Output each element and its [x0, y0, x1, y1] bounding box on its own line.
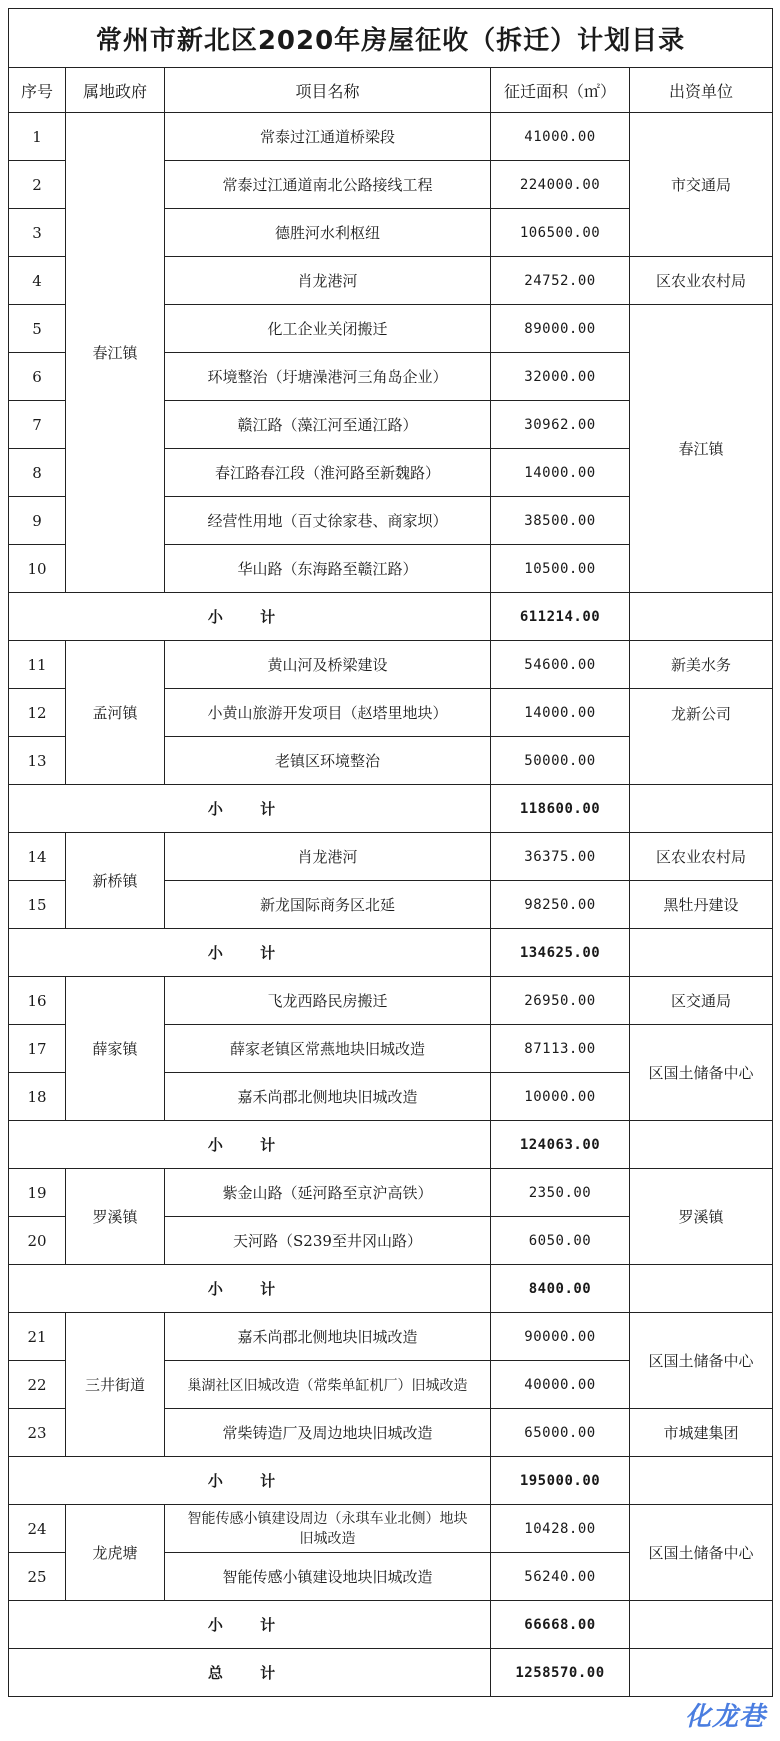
gov-cell: 新桥镇	[66, 833, 165, 929]
area-cell: 32000.00	[491, 353, 630, 401]
subtotal-row	[9, 593, 773, 641]
area-cell: 90000.00	[491, 1313, 630, 1361]
row-index: 2	[9, 161, 66, 209]
project-cell: 薛家老镇区常燕地块旧城改造	[165, 1025, 491, 1073]
area-cell: 10428.00	[491, 1505, 630, 1553]
project-cell: 肖龙港河	[165, 257, 491, 305]
area-cell: 41000.00	[491, 113, 630, 161]
row-index: 6	[9, 353, 66, 401]
subtotal-funder-empty	[630, 1121, 773, 1169]
subtotal-value: 124063.00	[491, 1121, 630, 1169]
subtotal-label: 小 计	[9, 1121, 491, 1169]
row-index: 12	[9, 689, 66, 737]
row-index: 14	[9, 833, 66, 881]
area-cell: 224000.00	[491, 161, 630, 209]
row-index: 19	[9, 1169, 66, 1217]
header-project: 项目名称	[165, 68, 491, 113]
project-cell: 春江路春江段（淮河路至新魏路）	[165, 449, 491, 497]
subtotal-value: 611214.00	[491, 593, 630, 641]
funder-cell: 区交通局	[630, 977, 773, 1025]
table-row	[9, 1505, 773, 1553]
row-index: 9	[9, 497, 66, 545]
subtotal-funder-empty	[630, 929, 773, 977]
gov-cell: 罗溪镇	[66, 1169, 165, 1265]
row-index: 17	[9, 1025, 66, 1073]
area-cell: 14000.00	[491, 449, 630, 497]
demolition-plan-table	[8, 8, 773, 1697]
row-index: 11	[9, 641, 66, 689]
funder-cell: 罗溪镇	[630, 1169, 773, 1265]
gov-cell: 三井街道	[66, 1313, 165, 1457]
area-cell: 14000.00	[491, 689, 630, 737]
subtotal-label: 小 计	[9, 929, 491, 977]
project-cell: 嘉禾尚郡北侧地块旧城改造	[165, 1073, 491, 1121]
funder-cell: 区国土储备中心	[630, 1313, 773, 1409]
project-cell: 智能传感小镇建设地块旧城改造	[165, 1553, 491, 1601]
subtotal-label: 小 计	[9, 1601, 491, 1649]
project-cell: 德胜河水利枢纽	[165, 209, 491, 257]
table-row	[9, 1313, 773, 1361]
row-index: 20	[9, 1217, 66, 1265]
subtotal-funder-empty	[630, 785, 773, 833]
project-cell: 赣江路（藻江河至通江路）	[165, 401, 491, 449]
area-cell: 6050.00	[491, 1217, 630, 1265]
total-value: 1258570.00	[491, 1649, 630, 1697]
document-page	[8, 8, 772, 1697]
project-cell: 环境整治（圩塘澡港河三角岛企业）	[165, 353, 491, 401]
row-index: 3	[9, 209, 66, 257]
area-cell: 106500.00	[491, 209, 630, 257]
subtotal-row	[9, 929, 773, 977]
total-label: 总 计	[9, 1649, 491, 1697]
subtotal-value: 118600.00	[491, 785, 630, 833]
area-cell: 56240.00	[491, 1553, 630, 1601]
area-cell: 54600.00	[491, 641, 630, 689]
subtotal-funder-empty	[630, 1601, 773, 1649]
row-index: 15	[9, 881, 66, 929]
row-index: 18	[9, 1073, 66, 1121]
project-cell: 华山路（东海路至赣江路）	[165, 545, 491, 593]
subtotal-value: 66668.00	[491, 1601, 630, 1649]
row-index: 24	[9, 1505, 66, 1553]
watermark-logo: 化龙巷	[684, 1702, 766, 1732]
gov-cell: 龙虎塘	[66, 1505, 165, 1601]
project-cell: 常柴铸造厂及周边地块旧城改造	[165, 1409, 491, 1457]
table-row	[9, 641, 773, 689]
table-row	[9, 833, 773, 881]
header-area: 征迁面积（㎡）	[491, 68, 630, 113]
area-cell: 26950.00	[491, 977, 630, 1025]
area-cell: 38500.00	[491, 497, 630, 545]
row-index: 16	[9, 977, 66, 1025]
row-index: 21	[9, 1313, 66, 1361]
row-index: 25	[9, 1553, 66, 1601]
subtotal-row	[9, 1601, 773, 1649]
project-cell: 黄山河及桥梁建设	[165, 641, 491, 689]
row-index: 5	[9, 305, 66, 353]
funder-cell: 市城建集团	[630, 1409, 773, 1457]
project-cell: 经营性用地（百丈徐家巷、商家坝）	[165, 497, 491, 545]
project-cell: 常泰过江通道桥梁段	[165, 113, 491, 161]
project-cell: 常泰过江通道南北公路接线工程	[165, 161, 491, 209]
row-index: 23	[9, 1409, 66, 1457]
area-cell: 10000.00	[491, 1073, 630, 1121]
subtotal-value: 8400.00	[491, 1265, 630, 1313]
subtotal-value: 195000.00	[491, 1457, 630, 1505]
area-cell: 30962.00	[491, 401, 630, 449]
subtotal-value: 134625.00	[491, 929, 630, 977]
header-gov: 属地政府	[66, 68, 165, 113]
row-index: 8	[9, 449, 66, 497]
table-row	[9, 1169, 773, 1217]
row-index: 4	[9, 257, 66, 305]
subtotal-label: 小 计	[9, 1265, 491, 1313]
table-title: 常州市新北区2020年房屋征收（拆迁）计划目录	[9, 9, 773, 68]
subtotal-funder-empty	[630, 593, 773, 641]
total-row	[9, 1649, 773, 1697]
subtotal-label: 小 计	[9, 1457, 491, 1505]
subtotal-row	[9, 1121, 773, 1169]
funder-cell: 区国土储备中心	[630, 1025, 773, 1121]
area-cell: 65000.00	[491, 1409, 630, 1457]
funder-cell: 区农业农村局	[630, 833, 773, 881]
gov-cell: 孟河镇	[66, 641, 165, 785]
total-funder-empty	[630, 1649, 773, 1697]
row-index: 10	[9, 545, 66, 593]
row-index: 22	[9, 1361, 66, 1409]
project-cell: 肖龙港河	[165, 833, 491, 881]
header-row	[9, 68, 773, 113]
project-cell: 嘉禾尚郡北侧地块旧城改造	[165, 1313, 491, 1361]
row-index: 1	[9, 113, 66, 161]
project-cell: 紫金山路（延河路至京沪高铁）	[165, 1169, 491, 1217]
funder-cell: 新美水务	[630, 641, 773, 689]
gov-cell: 春江镇	[66, 113, 165, 593]
area-cell: 87113.00	[491, 1025, 630, 1073]
row-index: 7	[9, 401, 66, 449]
project-cell: 新龙国际商务区北延	[165, 881, 491, 929]
project-cell: 小黄山旅游开发项目（赵塔里地块）	[165, 689, 491, 737]
funder-cell: 区国土储备中心	[630, 1505, 773, 1601]
area-cell: 40000.00	[491, 1361, 630, 1409]
header-funder: 出资单位	[630, 68, 773, 113]
funder-cell: 市交通局	[630, 113, 773, 257]
project-cell: 巢湖社区旧城改造（常柴单缸机厂）旧城改造	[165, 1361, 491, 1409]
area-cell: 10500.00	[491, 545, 630, 593]
area-cell: 89000.00	[491, 305, 630, 353]
subtotal-row	[9, 1457, 773, 1505]
table-row	[9, 977, 773, 1025]
funder-cell: 黑牡丹建设	[630, 881, 773, 929]
table-row	[9, 113, 773, 161]
area-cell: 98250.00	[491, 881, 630, 929]
area-cell: 24752.00	[491, 257, 630, 305]
area-cell: 50000.00	[491, 737, 630, 785]
subtotal-funder-empty	[630, 1265, 773, 1313]
header-index: 序号	[9, 68, 66, 113]
subtotal-funder-empty	[630, 1457, 773, 1505]
subtotal-label: 小 计	[9, 593, 491, 641]
subtotal-row	[9, 785, 773, 833]
funder-cell: 龙新公司	[630, 689, 773, 785]
subtotal-label: 小 计	[9, 785, 491, 833]
area-cell: 36375.00	[491, 833, 630, 881]
project-cell: 飞龙西路民房搬迁	[165, 977, 491, 1025]
subtotal-row	[9, 1265, 773, 1313]
row-index: 13	[9, 737, 66, 785]
project-cell: 化工企业关闭搬迁	[165, 305, 491, 353]
project-cell: 老镇区环境整治	[165, 737, 491, 785]
project-cell: 智能传感小镇建设周边（永琪车业北侧）地块旧城改造	[165, 1505, 491, 1553]
funder-cell: 区农业农村局	[630, 257, 773, 305]
area-cell: 2350.00	[491, 1169, 630, 1217]
project-cell: 天河路（S239至井冈山路）	[165, 1217, 491, 1265]
funder-cell: 春江镇	[630, 305, 773, 593]
gov-cell: 薛家镇	[66, 977, 165, 1121]
